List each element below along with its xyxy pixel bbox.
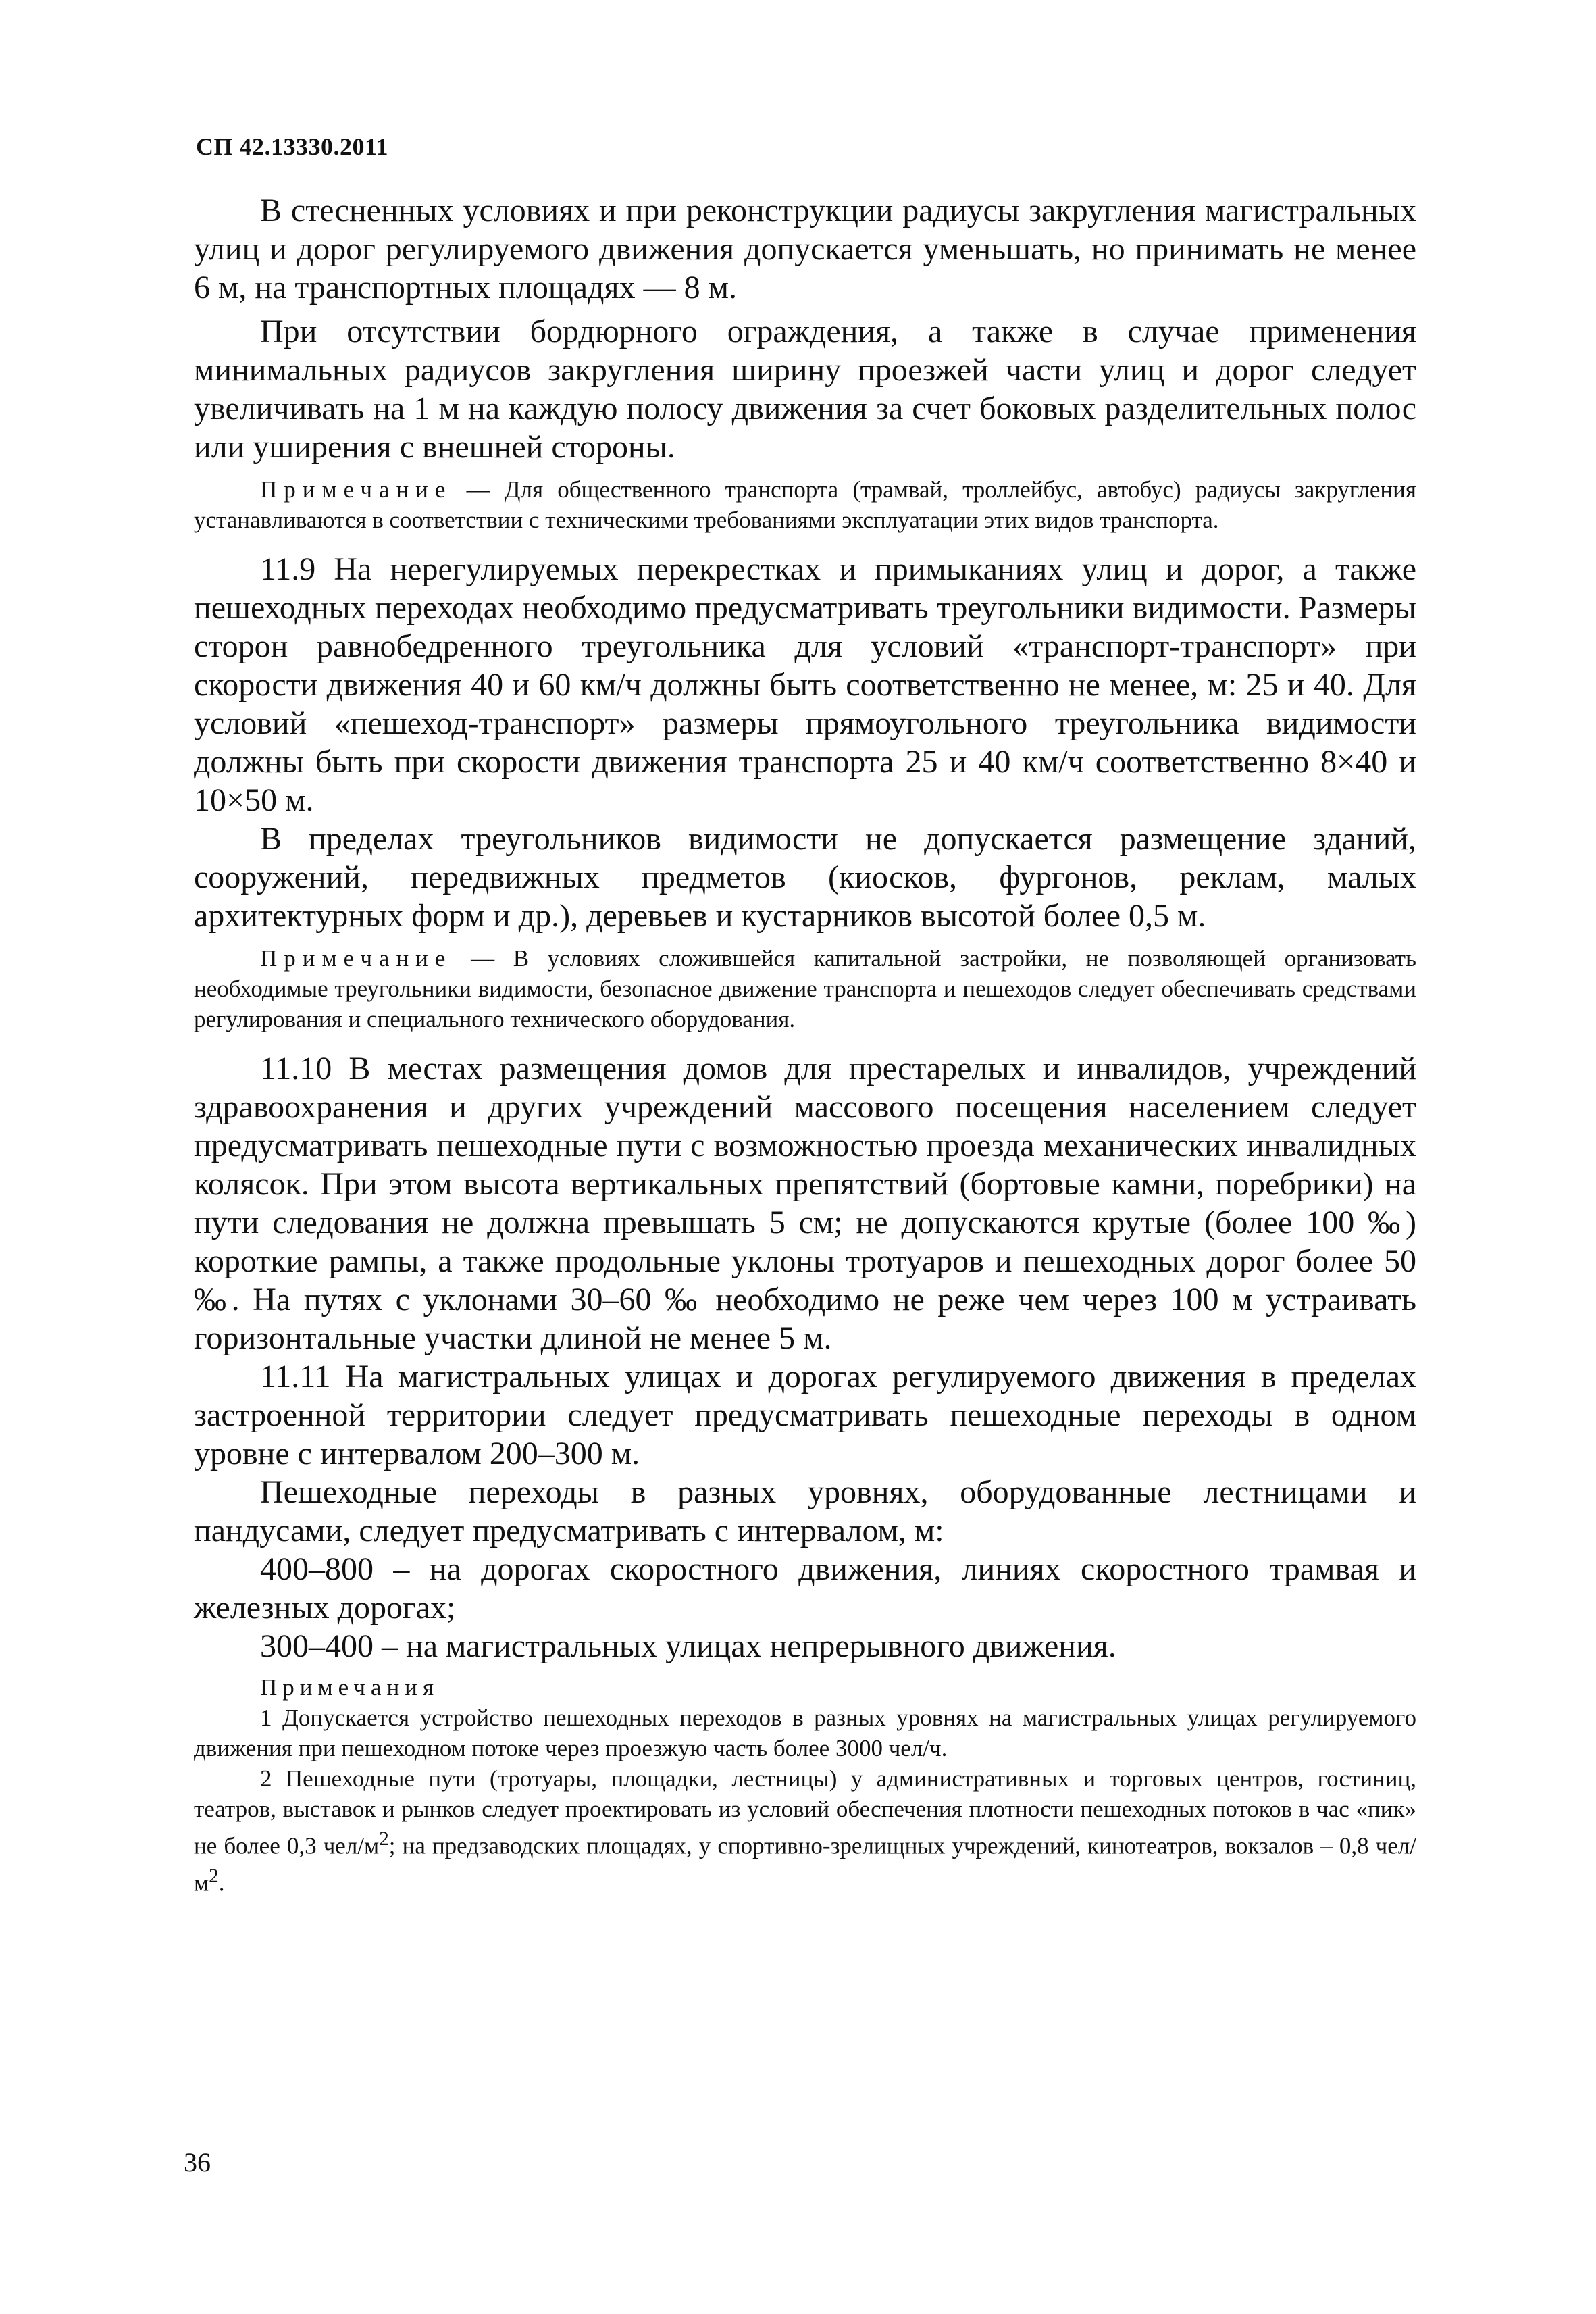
note-label: Примечание bbox=[260, 476, 453, 503]
paragraph-interval-300-400: 300–400 – на магистральных улицах непрерывного движения. bbox=[260, 1628, 1116, 1664]
paragraph-reduced-radii: В стесненных условиях и при реконструкции радиусы закругления магистральных улиц и дорог регулируемого движения допускается уменьшать, но принимать не менее 6 м, на транспортных площадях — 8 м. bbox=[194, 193, 1416, 305]
note-existing-buildings bbox=[194, 943, 1416, 1034]
paragraph-11-11: 11.11 На магистральных улицах и дорогах регулируемого движения в пределах застроенной территории следует предусматривать пешеходные переходы в одном уровне с интервалом 200–300 м. bbox=[194, 1359, 1416, 1472]
note-public-transport bbox=[194, 474, 1416, 535]
note-item-2-text-b: ; на предзаводских площадях, у спортивно-зрелищных учреждений, кинотеатров, вокзалов – 0,8 чел/м bbox=[194, 1832, 1417, 1896]
note-text: — В условиях сложившейся капитальной застройки, не позволяющей организовать необходимые треугольники видимости, безопасное движение транспорта и пешеходов следует обеспечивать средствами регулирования и специального технического оборудования. bbox=[194, 945, 1416, 1032]
document-code-header: СП 42.13330.2011 bbox=[196, 133, 389, 160]
paragraph-11-10: 11.10 В местах размещения домов для престарелых и инвалидов, учреждений здравоохранения и других учреждений массового посещения населением следует предусматривать пешеходные пути с возможностью проезда механических инвалидных колясок. При этом высота вертикальных препятствий (бортовые камни, поребрики) на пути следования не должна превышать 5 см; не допускаются крутые (более 100 ‰) короткие рампы, а также продольные уклоны тротуаров и пешеходных дорог более 50 ‰. На путях с уклонами 30–60 ‰ необходимо не реже чем через 100 м устраивать горизонтальные участки длиной не менее 5 м. bbox=[194, 1051, 1416, 1356]
page-number: 36 bbox=[184, 2147, 211, 2178]
paragraph-interval-400-800: 400–800 – на дорогах скоростного движения, линиях скоростного трамвая и железных дорогах; bbox=[194, 1551, 1416, 1626]
paragraph-11-9: 11.9 На нерегулируемых перекрестках и примыканиях улиц и дорог, а также пешеходных переходах необходимо предусматривать треугольники видимости. Размеры сторон равнобедренного треугольника для условий «транспорт-транспорт» при скорости движения 40 и 60 км/ч должны быть соответственно не менее, м: 25 и 40. Для условий «пешеход-транспорт» размеры прямоугольного треугольника видимости должны быть при скорости движения транспорта 25 и 40 км/ч соответственно 8×40 и 10×50 м. bbox=[194, 551, 1416, 818]
note-item-1: 1 Допускается устройство пешеходных переходов в разных уровнях на магистральных улицах регулируемого движения при пешеходном потоке через проезжую часть более 3000 чел/ч. bbox=[194, 1705, 1416, 1761]
paragraph-visibility-triangles: В пределах треугольников видимости не допускается размещение зданий, сооружений, передвижных предметов (киосков, фургонов, реклам, малых архитектурных форм и др.), деревьев и кустарников высотой более 0,5 м. bbox=[194, 821, 1416, 934]
note-item-2 bbox=[194, 1763, 1416, 1898]
paragraph-curb-absence: При отсутствии бордюрного ограждения, а также в случае применения минимальных радиусов закругления ширину проезжей части улиц и дорог следует увеличивать на 1 м на каждую полосу движения за счет боковых разделительных полос или уширения с внешней стороны. bbox=[194, 313, 1416, 465]
notes-heading: Примечания bbox=[260, 1674, 440, 1701]
paragraph-grade-separated-crossings: Пешеходные переходы в разных уровнях, оборудованные лестницами и пандусами, следует предусматривать с интервалом, м: bbox=[194, 1474, 1416, 1549]
note-item-2-text-a: 2 Пешеходные пути (тротуары, площадки, лестницы) у административных и торговых центров, гостиниц, театров, выставок и рынков следует проектировать из условий обеспечения плотности пешеходных потоков в час «пик» не более 0,3 чел/м bbox=[194, 1765, 1416, 1859]
page-body bbox=[194, 191, 1416, 1898]
note-item-2-text-c: . bbox=[218, 1869, 225, 1896]
superscript: 2 bbox=[379, 1828, 389, 1850]
note-label: Примечание bbox=[260, 945, 453, 972]
superscript: 2 bbox=[209, 1865, 219, 1887]
note-text: — Для общественного транспорта (трамвай, троллейбус, автобус) радиусы закругления устанавливаются в соответствии с техническими требованиями эксплуатации этих видов транспорта. bbox=[194, 476, 1416, 533]
